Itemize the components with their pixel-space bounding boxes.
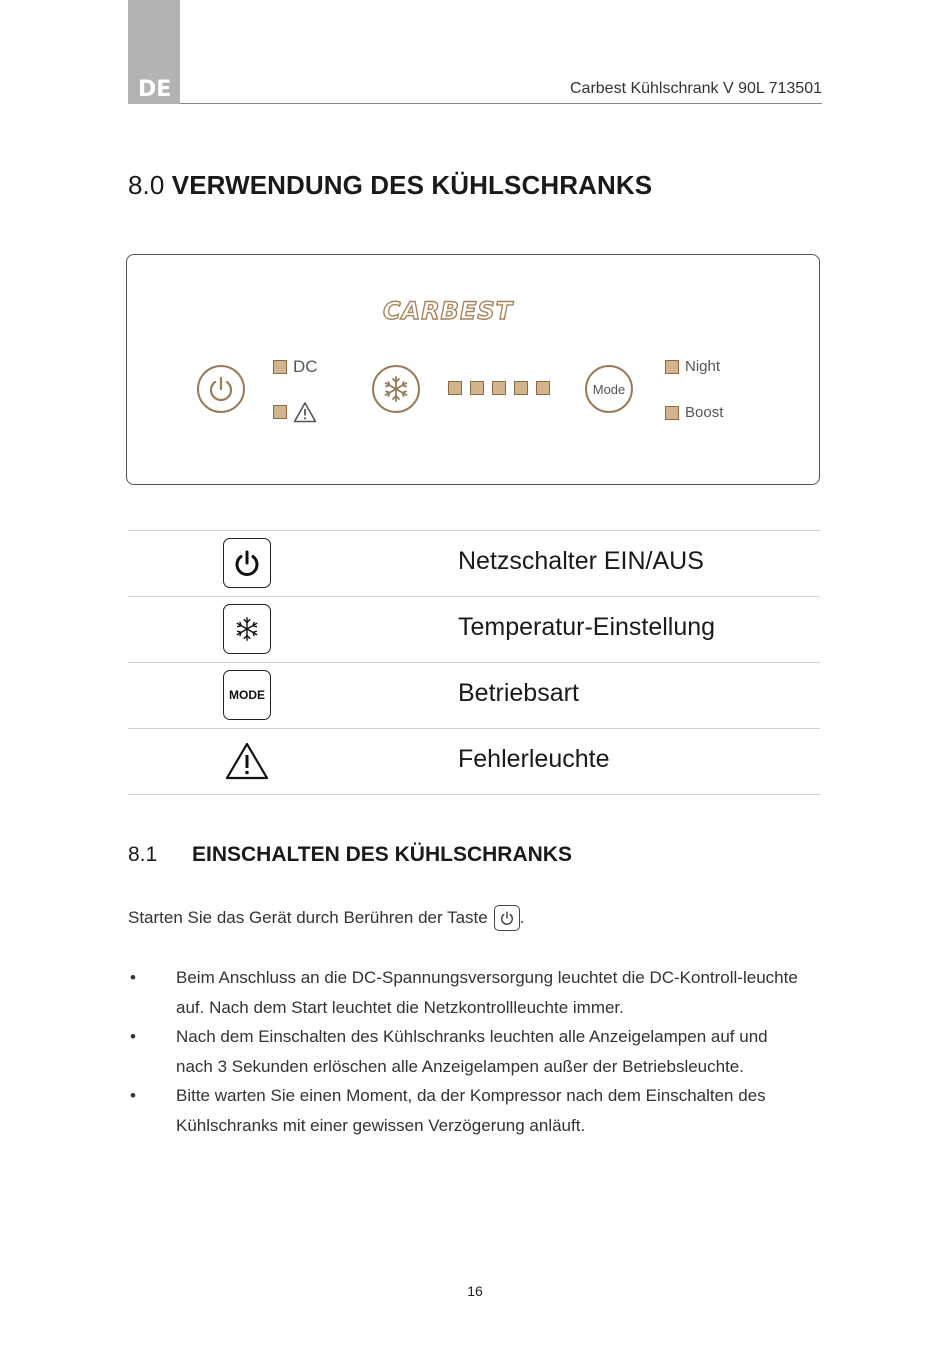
warning-icon bbox=[224, 741, 270, 781]
list-item: • Beim Anschluss an die DC-Spannungsversorgung leuchtet die DC-Kontroll-leuchte auf. Nach dem Start leuchtet die Netzkontrollleuchte immer. bbox=[128, 963, 808, 1022]
mode-button-label: Mode bbox=[592, 381, 626, 397]
legend-row-power bbox=[128, 530, 820, 596]
inline-power-button-symbol bbox=[494, 905, 520, 931]
brand-logo: CARBEST bbox=[383, 297, 514, 325]
subsection-title: EINSCHALTEN DES KÜHLSCHRANKS bbox=[192, 843, 572, 866]
warning-led bbox=[273, 405, 287, 419]
header-divider bbox=[180, 103, 822, 104]
night-led bbox=[665, 360, 679, 374]
legend-label: Betriebsart bbox=[458, 679, 579, 707]
boost-label: Boost bbox=[685, 404, 724, 421]
power-icon bbox=[206, 374, 236, 404]
instruction-list bbox=[128, 963, 808, 1140]
panel-power-button bbox=[197, 365, 245, 413]
language-tab bbox=[128, 0, 180, 104]
temperature-led bbox=[492, 381, 506, 395]
dc-led bbox=[273, 360, 287, 374]
legend-snowflake-symbol bbox=[223, 604, 271, 654]
legend-label: Fehlerleuchte bbox=[458, 745, 610, 773]
legend-mode-symbol bbox=[223, 670, 271, 720]
legend-row-temperature bbox=[128, 596, 820, 662]
warning-indicator bbox=[273, 401, 317, 423]
legend-table bbox=[128, 530, 820, 795]
dc-label: DC bbox=[293, 357, 318, 376]
section-title: VERWENDUNG DES KÜHLSCHRANKS bbox=[171, 170, 653, 200]
temperature-led bbox=[448, 381, 462, 395]
language-label: DE bbox=[138, 77, 172, 102]
temperature-led bbox=[470, 381, 484, 395]
section-number: 8.0 bbox=[128, 170, 165, 200]
intro-paragraph bbox=[128, 905, 524, 931]
legend-warning-symbol bbox=[223, 736, 271, 786]
legend-label: Temperatur-Einstellung bbox=[458, 613, 716, 641]
dc-indicator bbox=[273, 357, 318, 377]
boost-led bbox=[665, 406, 679, 420]
mode-icon: MODE bbox=[229, 688, 265, 702]
control-panel-illustration bbox=[126, 254, 820, 485]
legend-power-symbol bbox=[223, 538, 271, 588]
legend-row-mode bbox=[128, 662, 820, 728]
snowflake-icon bbox=[233, 615, 261, 643]
page-number: 16 bbox=[467, 1283, 483, 1299]
intro-end: . bbox=[519, 908, 525, 927]
subsection-number: 8.1 bbox=[128, 843, 158, 866]
intro-text: Starten Sie das Gerät durch Berühren der Taste bbox=[128, 908, 488, 927]
section-heading bbox=[128, 170, 652, 201]
power-icon bbox=[232, 548, 262, 578]
temperature-led bbox=[536, 381, 550, 395]
night-indicator bbox=[665, 358, 720, 375]
subsection-heading bbox=[128, 843, 572, 867]
temperature-led-bar bbox=[448, 381, 550, 395]
document-title: Carbest Kühlschrank V 90L 713501 bbox=[569, 80, 822, 97]
snowflake-icon bbox=[381, 374, 411, 404]
temperature-led bbox=[514, 381, 528, 395]
panel-mode-button bbox=[585, 365, 633, 413]
warning-icon bbox=[293, 401, 317, 423]
legend-row-warning bbox=[128, 728, 820, 795]
list-item: • Nach dem Einschalten des Kühlschranks leuchten alle Anzeigelampen auf und nach 3 Sekunden erlöschen alle Anzeigelampen außer der Betriebsleuchte. bbox=[128, 1022, 808, 1081]
night-label: Night bbox=[685, 358, 721, 375]
legend-label: Netzschalter EIN/AUS bbox=[458, 547, 704, 575]
panel-temperature-button bbox=[372, 365, 420, 413]
power-icon bbox=[499, 910, 515, 926]
boost-indicator bbox=[665, 404, 723, 421]
list-item: • Bitte warten Sie einen Moment, da der Kompressor nach dem Einschalten des Kühlschranks mit einer gewissen Verzögerung anläuft. bbox=[128, 1081, 808, 1140]
